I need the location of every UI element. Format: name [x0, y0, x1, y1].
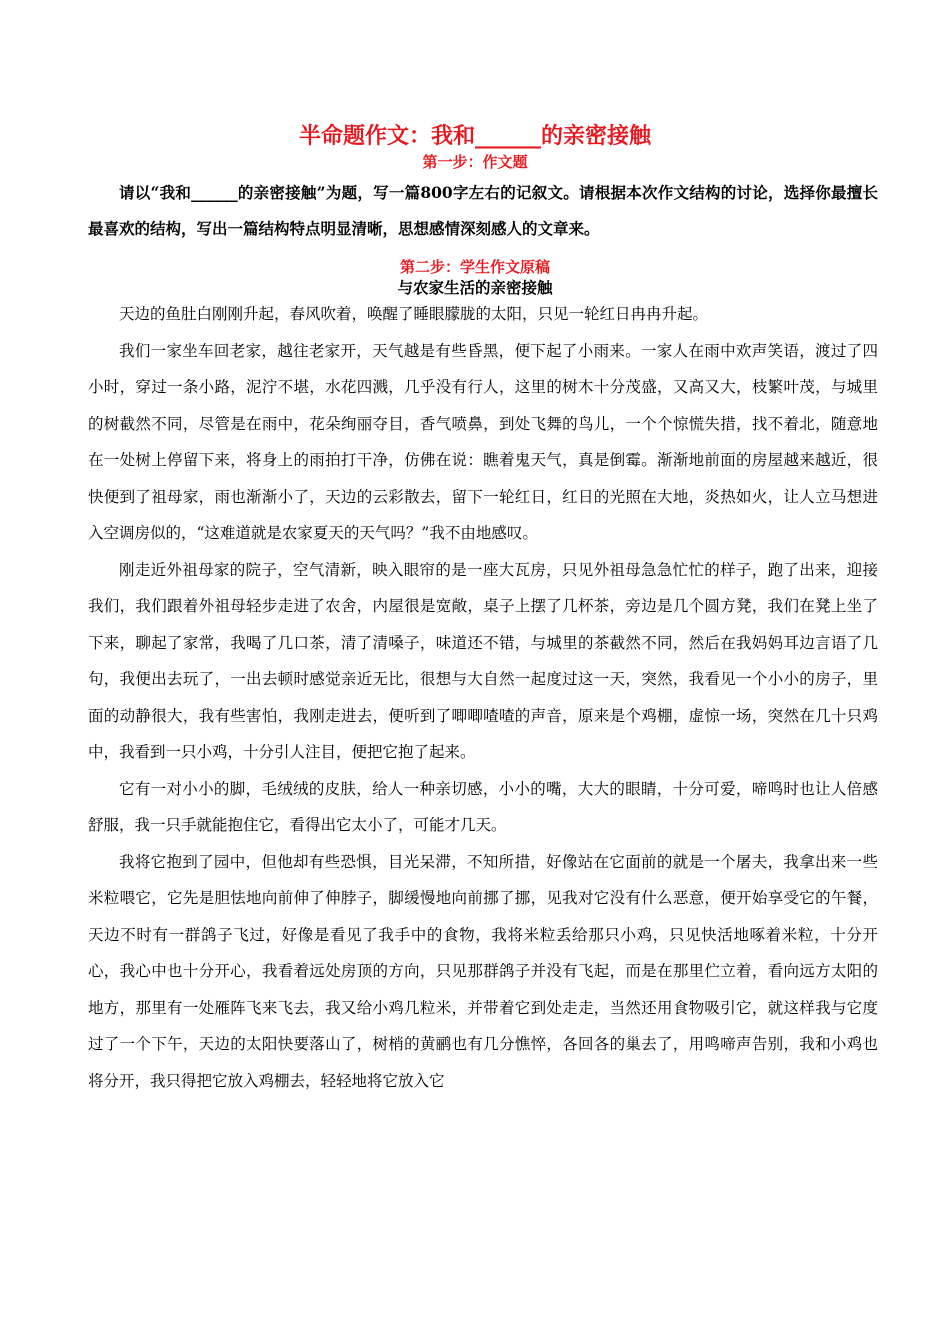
step-one-heading: 第一步：作文题: [422, 153, 528, 171]
essay-title: 与农家生活的亲密接触: [397, 278, 553, 297]
essay-paragraph: 它有一对小小的脚，毛绒绒的皮肤，给人一种亲切感，小小的嘴，大大的眼睛，十分可爱，啼鸣时也让人倍感舒服，我一只手就能抱住它，看得出它太小了，可能才几天。: [88, 779, 878, 834]
essay-prompt: 请以“我和______的亲密接触”为题，写一篇800字左右的记叙文。请根据本次作文结构的讨论，选择你最擅长最喜欢的结构，写出一篇结构特点明显清晰，思想感情深刻感人的文章来。: [88, 183, 878, 238]
document-title: 半命题作文：我和______的亲密接触: [298, 123, 651, 149]
essay-paragraph: 我将它抱到了园中，但他却有些恐惧，目光呆滞，不知所措，好像站在它面前的就是一个屠夫，我拿出来一些米粒喂它，它先是胆怯地向前伸了伸脖子，脚缓慢地向前挪了挪，见我对它没有什么恶意，便开始享受它的午餐，天边不时有一群鸽子飞过，好像是看见了我手中的食物，我将米粒丢给那只小鸡，只见快活地啄着米粒，十分开心，我心中也十分开心，我看着远处房顶的方向，只见那群鸽子并没有飞起，而是在那里伫立着，看向远方太阳的地方，那里有一处雁阵飞来飞去，我又给小鸡几粒米，并带着它到处走走，当然还用食物吸引它，就这样我与它度过了一个下午，天边的太阳快要落山了，树梢的黄鹂也有几分憔悴，各回各的巢去了，用鸣啼声告别，我和小鸡也将分开，我只得把它放入鸡棚去，轻轻地将它放入它: [88, 852, 878, 1090]
step-two-heading: 第二步：学生作文原稿: [399, 258, 550, 276]
essay-paragraph: 天边的鱼肚白刚刚升起，春风吹着，唤醒了睡眼朦胧的太阳，只见一轮红日冉冉升起。: [119, 305, 709, 323]
essay-paragraph: 刚走近外祖母家的院子，空气清新，映入眼帘的是一座大瓦房，只见外祖母急急忙忙的样子，跑了出来，迎接我们，我们跟着外祖母轻步走进了农舍，内屋很是宽敞，桌子上摆了几杯茶，旁边是几个圆方凳，我们在凳上坐了下来，聊起了家常，我喝了几口茶，清了清嗓子，味道还不错，与城里的茶截然不同，然后在我妈妈耳边言语了几句，我便出去玩了，一出去顿时感觉亲近无比，很想与大自然一起度过这一天，突然，我看见一个小小的房子，里面的动静很大，我有些害怕，我刚走进去，便听到了唧唧喳喳的声音，原来是个鸡棚，虚惊一场，突然在几十只鸡中，我看到一只小鸡，十分引人注目，便把它抱了起来。: [88, 560, 878, 761]
essay-paragraph: 我们一家坐车回老家，越往老家开，天气越是有些昏黑，便下起了小雨来。一家人在雨中欢声笑语，渡过了四小时，穿过一条小路，泥泞不堪，水花四溅，几乎没有行人，这里的树木十分茂盛，又高又大，枝繁叶茂，与城里的树截然不同，尽管是在雨中，花朵绚丽夺目，香气喷鼻，到处飞舞的鸟儿，一个个惊慌失措，找不着北，随意地在一处树上停留下来，将身上的雨拍打干净，仿佛在说：瞧着鬼天气，真是倒霉。渐渐地前面的房屋越来越近，很快便到了祖母家，雨也渐渐小了，天边的云彩散去，留下一轮红日，红日的光照在大地，炎热如火，让人立马想进入空调房似的，“这难道就是农家夏天的天气吗？”我不由地感叹。: [88, 341, 878, 542]
essay-body: [88, 296, 878, 1099]
